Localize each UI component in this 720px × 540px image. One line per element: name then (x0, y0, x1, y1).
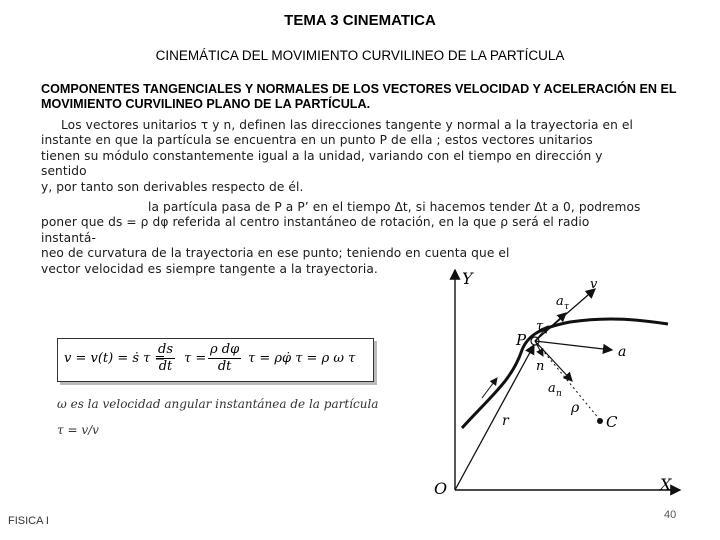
rho-label: ρ (571, 400, 580, 416)
fraction-numerator: ds (158, 342, 173, 357)
y-axis-label: Y (462, 269, 473, 288)
fraction-denominator: dt (158, 359, 173, 374)
tau-label: τ (536, 319, 544, 334)
omega-note: ω es la velocidad angular instantánea de la partícula (57, 397, 379, 411)
fraction-denominator: dt (217, 359, 232, 374)
slide-subtitle: CINEMÁTICA DEL MOVIMIENTO CURVILINEO DE LA PARTÍCULA (155, 48, 565, 63)
position-vector-label: r (502, 413, 509, 429)
formula-rhs: τ = ρφ̇ τ = ρ ω τ (248, 351, 356, 366)
text-line: instante en que la partícula se encuentra en un punto P de ella ; estos vectores unitarios (41, 133, 593, 148)
text-line: Los vectores unitarios τ y n, definen las direcciones tangente y normal a la trayectoria en el (61, 118, 633, 132)
text-line: tienen su módulo constantemente igual a la unidad, variando con el tiempo en dirección y sentido (41, 148, 603, 179)
x-axis-label: X (660, 475, 672, 494)
acceleration-label: a (618, 344, 627, 360)
center-label: C (606, 413, 618, 431)
velocity-label: v (590, 277, 598, 292)
formula-lhs: v = v(t) = ṡ τ = (64, 351, 166, 366)
tangential-acceleration-subscript: τ (564, 302, 569, 312)
radius-line (535, 341, 600, 420)
origin-label: O (434, 479, 448, 498)
slide-title: TEMA 3 CINEMATICA (284, 12, 436, 29)
point-p-label: P (516, 331, 527, 349)
normal-label: n (536, 359, 545, 374)
normal-acceleration-label: a (548, 381, 556, 396)
formula-mid: τ = (184, 351, 207, 366)
section-heading: COMPONENTES TANGENCIALES Y NORMALES DE LOS VECTORES VELOCIDAD Y ACELERACIÓN EN EL MOVIMIENTO CURVILINEO PLANO DE LA PARTÍCULA. (41, 82, 677, 111)
normal-acceleration-subscript: n (556, 389, 562, 399)
page-number: 40 (664, 509, 677, 521)
text-line: neo de curvatura de la trayectoria en ese punto; teniendo en cuenta que el (41, 246, 510, 261)
center-point (597, 418, 603, 424)
text-line: la partícula pasa de P a P’ en el tiempo Δt, si hacemos tender Δt a 0, podremos (148, 200, 641, 214)
text-line: poner que ds = ρ dφ referida al centro instantáneo de rotación, en la que ρ será el radio instantá- (41, 215, 590, 245)
fraction-numerator: ρ dφ (210, 342, 240, 357)
acceleration-vector (535, 341, 612, 350)
tangential-acceleration-label: a (556, 294, 564, 309)
tau-note: τ = v/v (57, 423, 99, 437)
footer-course: FISICA I (8, 515, 49, 527)
text-line: y, por tanto son derivables respecto de él. (41, 179, 304, 194)
text-line: vector velocidad es siempre tangente a la trayectoria. (41, 261, 378, 276)
position-vector (455, 345, 534, 490)
